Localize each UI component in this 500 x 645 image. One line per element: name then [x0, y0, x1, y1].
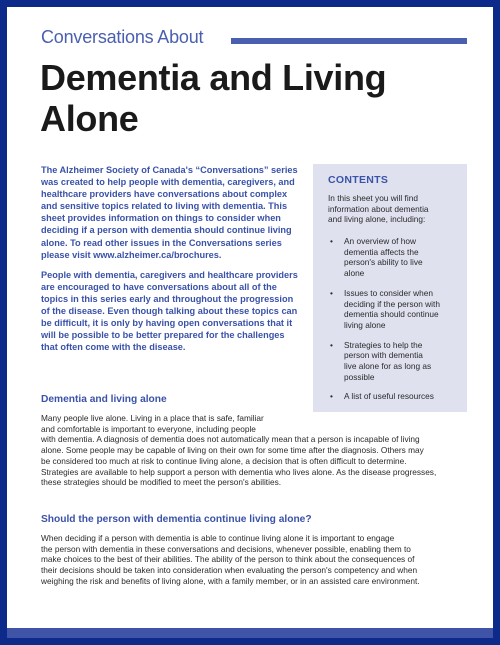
intro-line: and sensitive topics related to living with dementia. This: [41, 201, 288, 212]
contents-box: [313, 164, 467, 412]
contents-item: [328, 340, 458, 383]
contents-intro-line: and living alone, including:: [328, 214, 426, 225]
intro-line: alone. To read other issues in the Conversations series: [41, 237, 282, 248]
section-heading-living-alone: Dementia and living alone: [41, 394, 167, 405]
page-title: [40, 57, 460, 139]
body-line: weighing the risk and benefits of living alone, with a family member, or in an assisted care environment.: [41, 575, 420, 586]
contents-item-line: Issues to consider when: [344, 287, 434, 298]
body-line: When deciding if a person with dementia is able to continue living alone it is important to engage: [41, 533, 395, 543]
intro-line: was created to help people with dementia, caregivers, and: [41, 177, 295, 188]
contents-intro: [328, 193, 458, 225]
body-line: Strategies are available to help support a person with dementia who lives alone. As the disease progresses,: [41, 466, 437, 477]
intro-paragraph-1: [41, 164, 311, 261]
body-line: be considered too much at risk to continue living alone, a decision that is often difficult to determine.: [41, 455, 407, 466]
contents-item-line: dementia affects the: [344, 246, 419, 257]
bullet-icon: •: [330, 339, 333, 350]
body-line: make choices to the best of their abilities. The ability of the person to think about the consequences of: [41, 554, 415, 565]
contents-item-line: person with dementia: [344, 350, 423, 361]
contents-list: [328, 236, 458, 411]
contents-item-line: A list of useful resources: [344, 391, 434, 402]
contents-item-line: living alone: [344, 319, 386, 330]
contents-item-line: deciding if the person with: [344, 298, 440, 309]
document-page: [7, 7, 493, 638]
contents-item: [328, 391, 458, 402]
contents-item-line: live alone for as long as: [344, 361, 432, 372]
title-line-2: Alone: [40, 98, 139, 139]
body-line: their decisions should be taken into consideration when evaluating the person's competency and when: [41, 565, 418, 576]
intro-line: of the disease. Even though talking about these topics can: [41, 306, 298, 317]
intro-line: be difficult, it is only by having open conversations that it: [41, 318, 293, 329]
title-line-1: Dementia and Living: [40, 57, 387, 98]
contents-item: [328, 236, 458, 279]
intro-line: healthcare providers have conversations about complex: [41, 189, 288, 200]
body-line: Many people live alone. Living in a place that is safe, familiar: [41, 413, 264, 423]
contents-item: [328, 288, 458, 331]
contents-item-line: Strategies to help the: [344, 339, 423, 350]
body-line: the person with dementia in these conversations and decisions, whenever possible, enabling them to: [41, 543, 411, 554]
contents-item-line: possible: [344, 371, 375, 382]
body-line: with dementia. A diagnosis of dementia does not automatically mean that a person is incapable of living: [41, 434, 420, 445]
header-rule: [231, 38, 467, 44]
section-body-living-alone: [41, 413, 461, 488]
contents-item-line: alone: [344, 268, 365, 279]
intro-line: please visit www.alzheimer.ca/brochures.: [41, 249, 222, 260]
body-line: these strategies should be modified to meet the person's abilities.: [41, 477, 282, 488]
intro-line: that often come with the disease.: [41, 342, 186, 353]
intro-line: The Alzheimer Society of Canada's “Conversations” series: [41, 165, 298, 175]
body-line: alone. Some people may be capable of living on their own for some time after the diagnosis. Others may: [41, 445, 424, 456]
contents-item-line: dementia should continue: [344, 309, 439, 320]
series-label: Conversations About: [41, 27, 204, 47]
intro-line: are encouraged to have conversations about all of the: [41, 281, 277, 292]
contents-intro-line: In this sheet you will find: [328, 193, 418, 203]
section-heading-continue-living-alone: Should the person with dementia continue living alone?: [41, 514, 312, 525]
intro-line: sheet provides information on things to consider when: [41, 213, 281, 224]
intro-line: People with dementia, caregivers and healthcare providers: [41, 269, 298, 280]
body-line: and comfortable is important to everyone, including people: [41, 423, 256, 434]
footer-bar: [7, 628, 493, 638]
intro-paragraph-2: [41, 269, 311, 354]
intro-line: topics in this series early and throughout the progression: [41, 293, 294, 304]
contents-title: CONTENTS: [328, 174, 389, 186]
contents-item-line: An overview of how: [344, 236, 416, 246]
section-body-continue-living-alone: [41, 533, 465, 587]
bullet-icon: •: [330, 391, 333, 402]
bullet-icon: •: [330, 236, 333, 246]
intro-line: will be possible to be better prepared for the challenges: [41, 330, 285, 341]
intro-text: [41, 164, 311, 361]
intro-line: deciding if a person with dementia should continue living: [41, 225, 292, 236]
contents-intro-line: information about dementia: [328, 203, 429, 214]
contents-item-line: person's ability to live: [344, 257, 423, 268]
bullet-icon: •: [330, 287, 333, 298]
